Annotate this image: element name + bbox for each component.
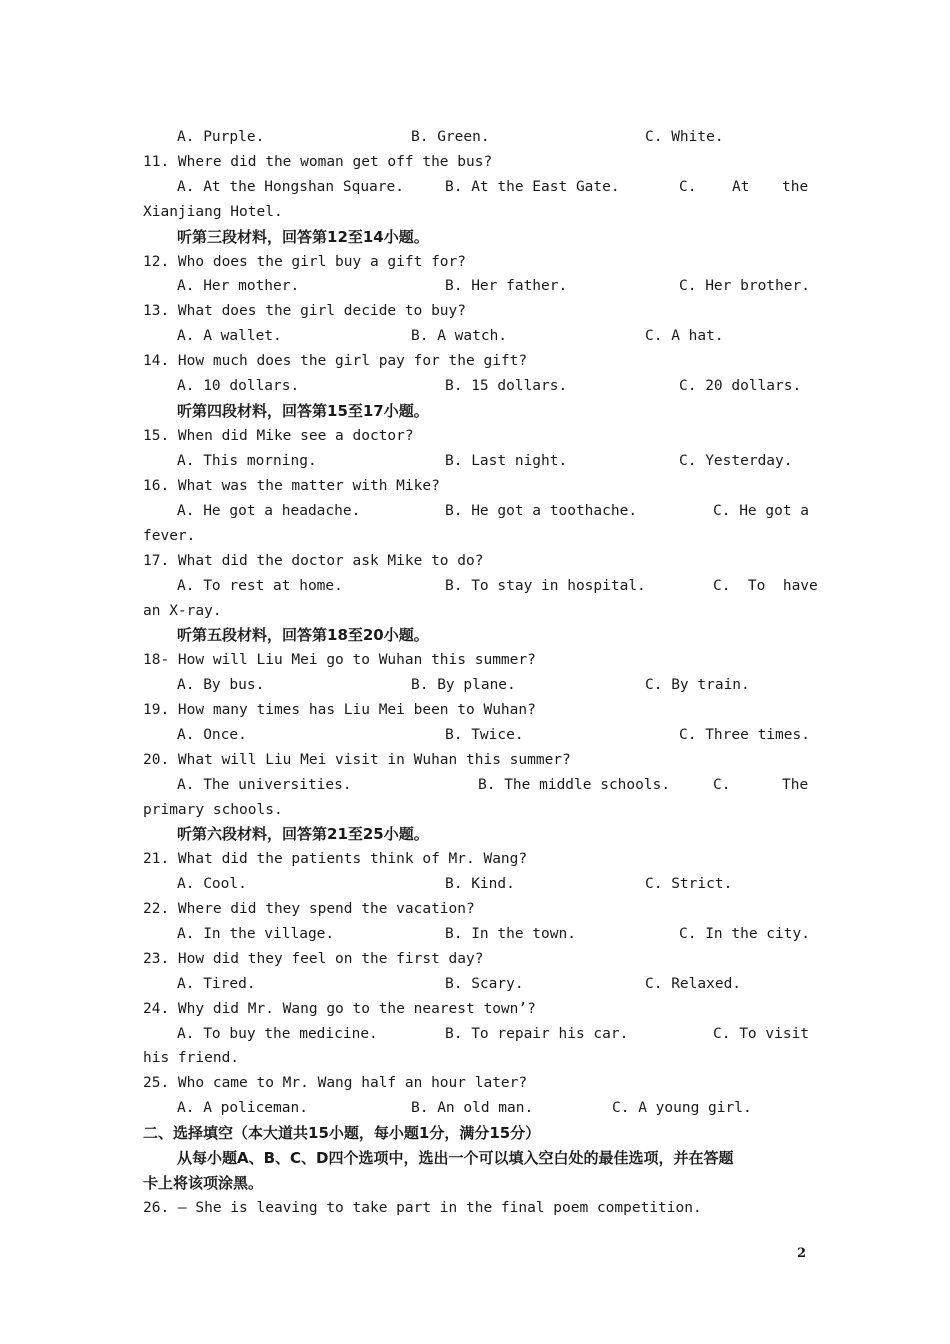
q20-option-a: A. The universities. bbox=[177, 777, 352, 793]
q22-question: 22. Where did they spend the vacation? bbox=[143, 901, 475, 917]
q17-options bbox=[177, 574, 818, 598]
q16-option-c: C. He got a bbox=[713, 503, 810, 519]
q16-question: 16. What was the matter with Mike? bbox=[143, 478, 440, 494]
q11-option-a: A. At the Hongshan Square. bbox=[177, 179, 404, 195]
q24-option-c-continued: his friend. bbox=[143, 1050, 240, 1066]
q24-option-a: A. To buy the medicine. bbox=[177, 1026, 378, 1042]
q23-option-b: B. Scary. bbox=[445, 976, 524, 992]
q15-options bbox=[177, 449, 808, 473]
q12-option-a: A. Her mother. bbox=[177, 278, 300, 294]
q17-question: 17. What did the doctor ask Mike to do? bbox=[143, 553, 484, 569]
q16-option-c-continued: fever. bbox=[143, 528, 196, 544]
section-heading-part4: 听第四段材料，回答第15至17小题。 bbox=[177, 402, 429, 420]
q25-option-c: C. A young girl. bbox=[612, 1100, 752, 1116]
q14-option-b: B. 15 dollars. bbox=[445, 378, 568, 394]
q19-option-c: C. Three times. bbox=[679, 727, 810, 743]
q17-option-c-continued: an X-ray. bbox=[143, 603, 222, 619]
section-heading-part3: 听第三段材料，回答第12至14小题。 bbox=[177, 228, 429, 246]
q15-option-c: C. Yesterday. bbox=[679, 453, 793, 469]
q23-option-a: A. Tired. bbox=[177, 976, 256, 992]
q18-option-c: C. By train. bbox=[645, 677, 750, 693]
q18-question: 18- How will Liu Mei go to Wuhan this summer? bbox=[143, 652, 536, 668]
section-instructions-line2: 卡上将该项涂黑。 bbox=[143, 1174, 264, 1192]
q25-question: 25. Who came to Mr. Wang half an hour later? bbox=[143, 1075, 528, 1091]
q12-option-c: C. Her brother. bbox=[679, 278, 810, 294]
q19-question: 19. How many times has Liu Mei been to Wuhan? bbox=[143, 702, 536, 718]
q18-options bbox=[177, 673, 808, 697]
q16-option-b: B. He got a toothache. bbox=[445, 503, 638, 519]
q21-options bbox=[177, 872, 808, 896]
q19-options bbox=[177, 723, 808, 747]
q11-option-c-part2: At bbox=[732, 179, 750, 195]
q17-option-b: B. To stay in hospital. bbox=[445, 578, 646, 594]
q21-option-b: B. Kind. bbox=[445, 876, 515, 892]
q25-options bbox=[177, 1096, 808, 1120]
q20-options bbox=[177, 773, 808, 797]
q12-option-b: B. Her father. bbox=[445, 278, 568, 294]
q16-options bbox=[177, 499, 808, 523]
q21-option-a: A. Cool. bbox=[177, 876, 247, 892]
q22-options bbox=[177, 922, 808, 946]
q20-option-c-continued: primary schools. bbox=[143, 802, 283, 818]
q15-question: 15. When did Mike see a doctor? bbox=[143, 428, 414, 444]
q17-option-a: A. To rest at home. bbox=[177, 578, 343, 594]
q15-option-a: A. This morning. bbox=[177, 453, 317, 469]
q14-options bbox=[177, 374, 808, 398]
q22-option-a: A. In the village. bbox=[177, 926, 335, 942]
q11-option-c-part3: the bbox=[782, 179, 809, 195]
q11-option-c-part1: C. bbox=[679, 179, 697, 195]
q14-option-c: C. 20 dollars. bbox=[679, 378, 802, 394]
q20-option-c-part2: The bbox=[782, 777, 809, 793]
q25-option-a: A. A policeman. bbox=[177, 1100, 308, 1116]
q25-option-b: B. An old man. bbox=[411, 1100, 534, 1116]
q13-option-a: A. A wallet. bbox=[177, 328, 282, 344]
q24-option-c: C. To visit bbox=[713, 1026, 810, 1042]
section-heading-part5: 听第五段材料，回答第18至20小题。 bbox=[177, 626, 429, 644]
q10-option-a: A. Purple. bbox=[177, 129, 265, 145]
q10-option-c: C. White. bbox=[645, 129, 724, 145]
q22-option-b: B. In the town. bbox=[445, 926, 576, 942]
q12-question: 12. Who does the girl buy a gift for? bbox=[143, 254, 467, 270]
q19-option-b: B. Twice. bbox=[445, 727, 524, 743]
q20-option-b: B. The middle schools. bbox=[478, 777, 671, 793]
q12-options bbox=[177, 274, 808, 298]
q13-option-c: C. A hat. bbox=[645, 328, 724, 344]
q24-option-b: B. To repair his car. bbox=[445, 1026, 629, 1042]
q22-option-c: C. In the city. bbox=[679, 926, 810, 942]
q11-option-b: B. At the East Gate. bbox=[445, 179, 620, 195]
q15-option-b: B. Last night. bbox=[445, 453, 568, 469]
q11-options bbox=[177, 175, 808, 199]
section-instructions-line1: 从每小题A、B、C、D四个选项中，选出一个可以填入空白处的最佳选项，并在答题 bbox=[177, 1149, 734, 1167]
q14-question: 14. How much does the girl pay for the gift? bbox=[143, 353, 528, 369]
section-title-multiple-choice: 二、选择填空（本大道共15小题，每小题1分，满分15分） bbox=[143, 1124, 541, 1142]
q23-question: 23. How did they feel on the first day? bbox=[143, 951, 484, 967]
q26-question: 26. — She is leaving to take part in the final poem competition. bbox=[143, 1200, 702, 1216]
q24-options bbox=[177, 1022, 808, 1046]
q14-option-a: A. 10 dollars. bbox=[177, 378, 300, 394]
q20-option-c-part1: C. bbox=[713, 777, 731, 793]
q21-question: 21. What did the patients think of Mr. Wang? bbox=[143, 851, 528, 867]
q23-options bbox=[177, 972, 808, 996]
q20-question: 20. What will Liu Mei visit in Wuhan this summer? bbox=[143, 752, 571, 768]
q13-options bbox=[177, 324, 808, 348]
q13-option-b: B. A watch. bbox=[411, 328, 508, 344]
page-number: 2 bbox=[797, 1246, 807, 1261]
q11-option-c-continued: Xianjiang Hotel. bbox=[143, 204, 283, 220]
q11-question: 11. Where did the woman get off the bus? bbox=[143, 154, 493, 170]
q13-question: 13. What does the girl decide to buy? bbox=[143, 303, 467, 319]
q17-option-c: C. To have bbox=[713, 578, 818, 594]
q19-option-a: A. Once. bbox=[177, 727, 247, 743]
q24-question: 24. Why did Mr. Wang go to the nearest town’? bbox=[143, 1001, 536, 1017]
q16-option-a: A. He got a headache. bbox=[177, 503, 361, 519]
q10-options bbox=[177, 125, 808, 149]
q23-option-c: C. Relaxed. bbox=[645, 976, 742, 992]
q18-option-b: B. By plane. bbox=[411, 677, 516, 693]
q21-option-c: C. Strict. bbox=[645, 876, 733, 892]
section-heading-part6: 听第六段材料，回答第21至25小题。 bbox=[177, 825, 429, 843]
q10-option-b: B. Green. bbox=[411, 129, 490, 145]
q18-option-a: A. By bus. bbox=[177, 677, 265, 693]
